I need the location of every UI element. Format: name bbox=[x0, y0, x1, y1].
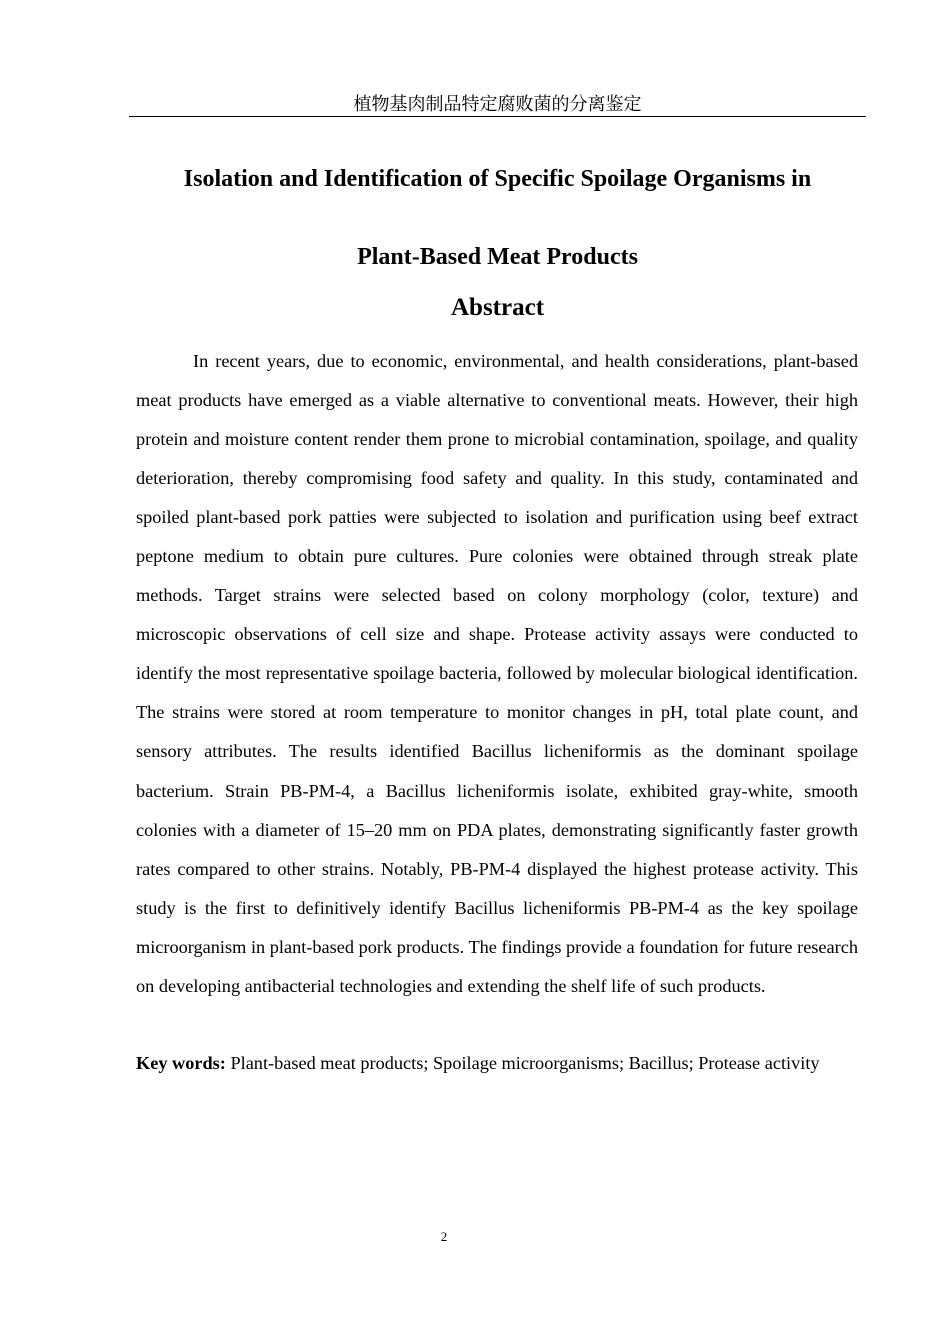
keywords-label: Key words: bbox=[136, 1053, 226, 1073]
paper-title-line-1: Isolation and Identification of Specific Spoilage Organisms in bbox=[183, 166, 812, 192]
keywords-text: Plant-based meat products; Spoilage microorganisms; Bacillus; Protease activity bbox=[225, 1053, 820, 1073]
paper-title bbox=[100, 140, 895, 296]
running-header: 植物基肉制品特定腐败菌的分离鉴定 bbox=[129, 92, 866, 117]
paper-title-line-2: Plant-Based Meat Products bbox=[357, 244, 638, 270]
abstract-heading: Abstract bbox=[450, 294, 545, 321]
keywords-line bbox=[136, 1049, 876, 1077]
abstract-body: In recent years, due to economic, environmental, and health considerations, plant-based meat products have emerged as a viable alternative to conventional meats. However, their high protein and moisture content render them prone to microbial contamination, spoilage, and quality deterioration, thereby compromising food safety and quality. In this study, contaminated and spoiled plant-based pork patties were subjected to isolation and purification using beef extract peptone medium to obtain pure cultures. Pure colonies were obtained through streak plate methods. Target strains were selected based on colony morphology (color, texture) and microscopic observations of cell size and shape. Protease activity assays were conducted to identify the most representative spoilage bacteria, followed by molecular biological identification. The strains were stored at room temperature to monitor changes in pH, total plate count, and sensory attributes. The results identified Bacillus licheniformis as the dominant spoilage bacterium. Strain PB-PM-4, a Bacillus licheniformis isolate, exhibited gray-white, smooth colonies with a diameter of 15–20 mm on PDA plates, demonstrating significantly faster growth rates compared to other strains. Notably, PB-PM-4 displayed the highest protease activity. This study is the first to definitively identify Bacillus licheniformis PB-PM-4 as the key spoilage microorganism in plant-based pork products. The findings provide a foundation for future research on developing antibacterial technologies and extending the shelf life of such products. bbox=[136, 351, 858, 996]
page-number: 2 bbox=[440, 1229, 448, 1244]
